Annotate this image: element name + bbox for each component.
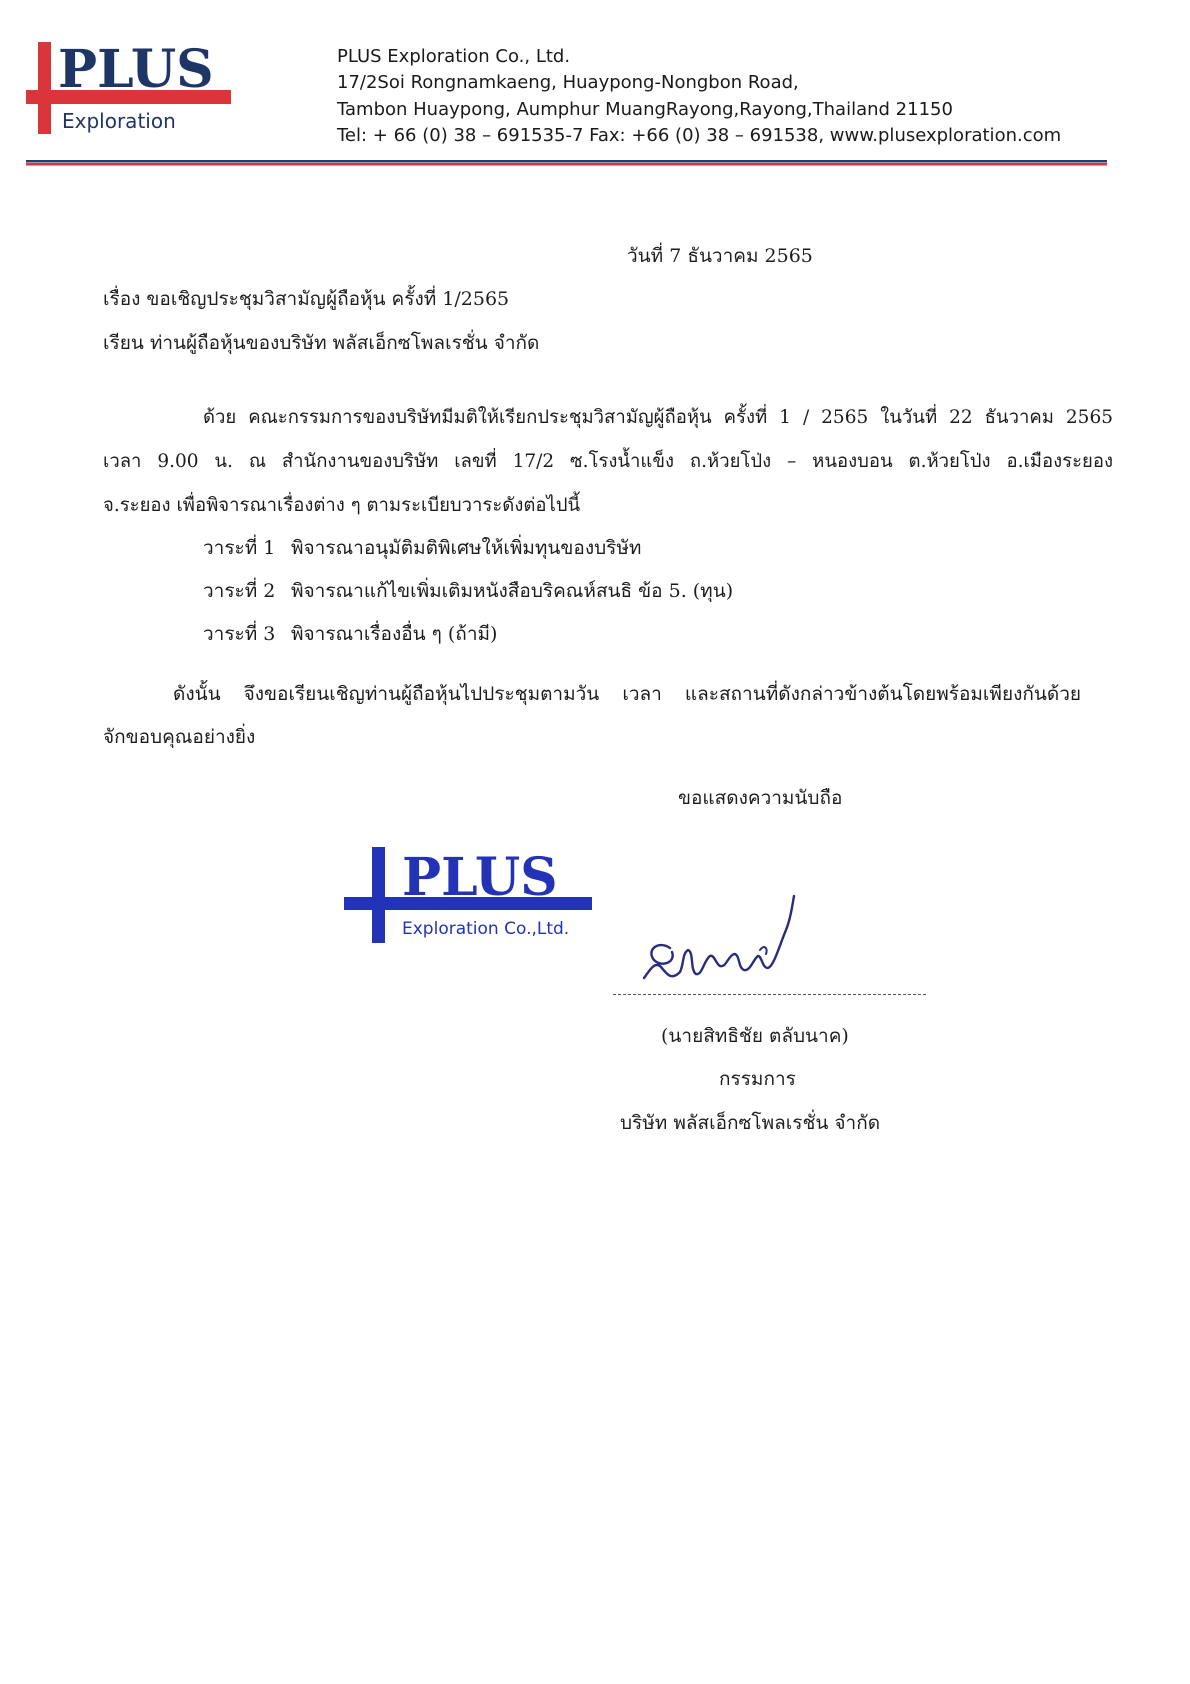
agenda-text: พิจารณาเรื่องอื่น ๆ (ถ้ามี) (291, 623, 498, 645)
letter-subject: เรื่อง ขอเชิญประชุมวิสามัญผู้ถือหุ้น ครั้งที่ 1/2565 (103, 288, 510, 310)
company-address-2: Tambon Huaypong, Aumphur MuangRayong,Rayong,Thailand 21150 (337, 98, 953, 120)
signer-company: บริษัท พลัสเอ็กซโพลเรชั่น จำกัด (620, 1112, 881, 1134)
agenda-item (203, 527, 733, 570)
agenda-item (203, 613, 733, 656)
company-stamp (344, 845, 592, 945)
agenda-number: วาระที่ 2 (203, 580, 276, 602)
company-name: PLUS Exploration Co., Ltd. (337, 46, 571, 67)
paragraph-1-line-2: เวลา 9.00 น. ณ สำนักงานของบริษัท เลขที่ 17/2 ซ.โรงน้ำแข็ง ถ.ห้วยโป่ง – หนองบอน ต.ห้วยโป่ง อ.เมืองระยอง (103, 451, 1113, 472)
agenda-list (203, 527, 733, 656)
stamp-word: PLUS (402, 847, 558, 908)
company-logo (26, 40, 231, 140)
handwritten-signature-icon (640, 890, 820, 990)
signer-name: (นายสิทธิชัย ตลับนาค) (661, 1025, 849, 1047)
agenda-text: พิจารณาอนุมัติมติพิเศษให้เพิ่มทุนของบริษัท (291, 537, 642, 559)
paragraph-1-line-3: จ.ระยอง เพื่อพิจารณาเรื่องต่าง ๆ ตามระเบียบวาระดังต่อไปนี้ (103, 495, 581, 516)
agenda-text: พิจารณาแก้ไขเพิ่มเติมหนังสือบริคณห์สนธิ ข้อ 5. (ทุน) (291, 580, 734, 602)
body-paragraph-1 (103, 396, 1113, 528)
header-rule (26, 151, 1107, 157)
signature-line (613, 994, 926, 995)
stamp-sub: Exploration Co.,Ltd. (402, 919, 570, 939)
company-info (337, 44, 1077, 150)
paragraph-2-line-2: จักขอบคุณอย่างยิ่ง (103, 726, 256, 748)
signer-title: กรรมการ (719, 1068, 796, 1090)
company-address-1: 17/2Soi Rongnamkaeng, Huaypong-Nongbon Road, (337, 72, 799, 94)
logo-sub: Exploration (62, 109, 176, 133)
agenda-number: วาระที่ 1 (203, 537, 276, 559)
logo-word: PLUS (58, 40, 214, 100)
company-contact: Tel: + 66 (0) 38 – 691535-7 Fax: +66 (0) 38 – 691538, www.plusexploration.com (337, 125, 1062, 147)
agenda-number: วาระที่ 3 (203, 623, 276, 645)
letter-date: วันที่ 7 ธันวาคม 2565 (627, 245, 813, 267)
paragraph-1-line-1: ด้วย คณะกรรมการของบริษัทมีมติให้เรียกประชุมวิสามัญผู้ถือหุ้น ครั้งที่ 1 / 2565 ในวันที่ 22 ธันวาคม 2565 (203, 407, 1113, 428)
body-paragraph-2 (103, 673, 1081, 759)
letter-recipient: เรียน ท่านผู้ถือหุ้นของบริษัท พลัสเอ็กซโพลเรชั่น จำกัด (103, 332, 540, 354)
paragraph-2-line-1: ดังนั้น จึงขอเรียนเชิญท่านผู้ถือหุ้นไปประชุมตามวัน เวลา และสถานที่ดังกล่าวข้างต้นโดยพร้อมเพียงกันด้วย (173, 683, 1081, 705)
agenda-item (203, 570, 733, 613)
closing-phrase: ขอแสดงความนับถือ (678, 787, 843, 809)
